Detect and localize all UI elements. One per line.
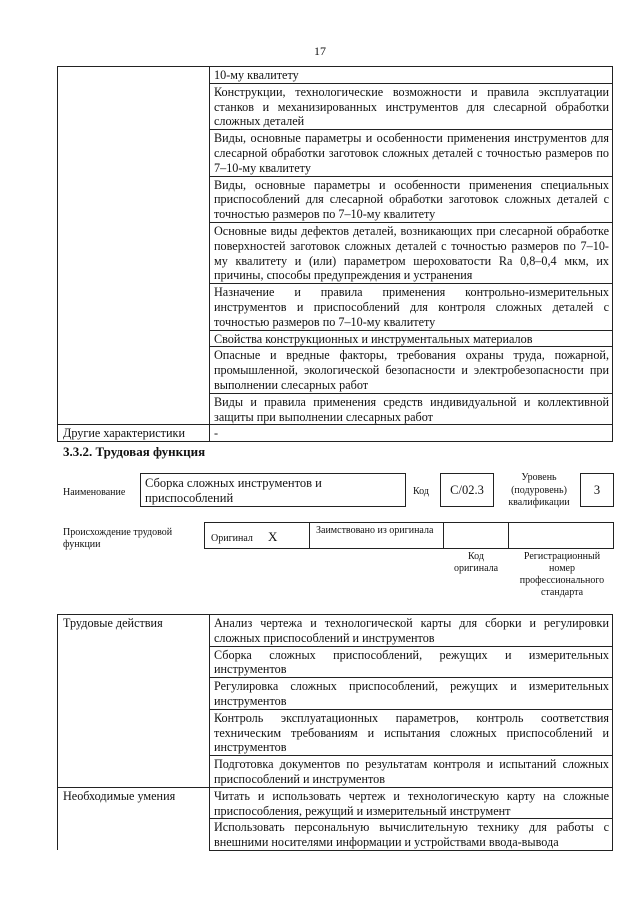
knowledge-item: Конструкции, технологические возможности и правила эксплуатации станков и механизированных инструментов для слесарной обработки сложных деталей bbox=[210, 83, 613, 129]
original-mark: X bbox=[268, 529, 278, 544]
other-characteristics-label: Другие характеристики bbox=[58, 425, 210, 442]
function-code-box: C/02.3 bbox=[440, 473, 494, 507]
row-label bbox=[58, 678, 210, 710]
borrowed-label: Заимствовано из оригинала bbox=[316, 525, 434, 536]
row-label bbox=[58, 284, 210, 330]
table-row bbox=[58, 425, 613, 442]
knowledge-item: Виды и правила применения средств индивидуальной и коллективной защиты при выполнении слесарных работ bbox=[210, 393, 613, 425]
knowledge-item: Основные виды дефектов деталей, возникающих при слесарной обработке поверхностей заготовок сложных деталей с точностью размеров по 7–10-му квалитету и (или) параметром шероховатости Ra 0,8–0,4 мкм, их причины, способы предупреждения и устранения bbox=[210, 222, 613, 283]
row-label bbox=[58, 222, 210, 283]
labor-action-item: Анализ чертежа и технологической карты для сборки и регулировки сложных приспособлений и инструментов bbox=[210, 615, 613, 647]
name-label: Наименование bbox=[63, 487, 126, 498]
function-name-box: Сборка сложных инструментов и приспособлений bbox=[140, 473, 406, 507]
table-row bbox=[58, 347, 613, 393]
origin-divider bbox=[309, 522, 310, 549]
row-label bbox=[58, 646, 210, 678]
knowledge-item: 10-му квалитету bbox=[210, 67, 613, 84]
table-row bbox=[58, 284, 613, 330]
table-row bbox=[58, 615, 613, 647]
row-label bbox=[58, 330, 210, 347]
page-number: 17 bbox=[314, 44, 326, 58]
row-label bbox=[58, 130, 210, 176]
row-label bbox=[58, 393, 210, 425]
table-row bbox=[58, 678, 613, 710]
knowledge-item: Виды, основные параметры и особенности применения специальных приспособлений для слесарной обработки заготовок сложных деталей с точностью размеров по 7–10-му квалитету bbox=[210, 176, 613, 222]
knowledge-item: Опасные и вредные факторы, требования охраны труда, пожарной, промышленной, экологической безопасности и электробезопасности при выполнении слесарных работ bbox=[210, 347, 613, 393]
table-row bbox=[58, 819, 613, 851]
original-code-caption: Код оригинала bbox=[453, 551, 499, 574]
section-heading: 3.3.2. Трудовая функция bbox=[63, 444, 206, 459]
labor-action-item: Регулировка сложных приспособлений, режущих и измерительных инструментов bbox=[210, 678, 613, 710]
table-row bbox=[58, 756, 613, 788]
table-row bbox=[58, 176, 613, 222]
origin-divider bbox=[508, 522, 509, 549]
qualification-level-box: 3 bbox=[580, 473, 614, 507]
table-row bbox=[58, 709, 613, 755]
labor-action-item: Сборка сложных приспособлений, режущих и измерительных инструментов bbox=[210, 646, 613, 678]
row-label bbox=[58, 819, 210, 851]
skills-label: Необходимые умения bbox=[58, 787, 210, 819]
other-characteristics-value: - bbox=[210, 425, 613, 442]
table-row bbox=[58, 393, 613, 425]
origin-label: Происхождение трудовой функции bbox=[63, 527, 173, 550]
table-row bbox=[58, 787, 613, 819]
knowledge-item: Виды, основные параметры и особенности применения инструментов для слесарной обработки заготовок сложных деталей с точностью размеров по 7–10-му квалитету bbox=[210, 130, 613, 176]
knowledge-table bbox=[57, 66, 613, 442]
registration-number-caption: Регистрационный номер профессионального стандарта bbox=[519, 551, 605, 598]
row-label bbox=[58, 83, 210, 129]
table-row bbox=[58, 83, 613, 129]
skill-item: Читать и использовать чертеж и технологическую карту на сложные приспособления, режущий и измерительный инструмент bbox=[210, 787, 613, 819]
code-label: Код bbox=[413, 486, 429, 497]
level-label: Уровень (подуровень) квалификации bbox=[508, 472, 570, 508]
table-row bbox=[58, 330, 613, 347]
knowledge-item: Свойства конструкционных и инструментальных материалов bbox=[210, 330, 613, 347]
skill-item: Использовать персональную вычислительную технику для работы с внешними носителями информации и устройствами ввода-вывода bbox=[210, 819, 613, 851]
labor-actions-label: Трудовые действия bbox=[58, 615, 210, 647]
table-row bbox=[58, 67, 613, 84]
labor-action-item: Контроль эксплуатационных параметров, контроль соответствия техническим требованиям и испытания сложных приспособлений и инструментов bbox=[210, 709, 613, 755]
table-row bbox=[58, 222, 613, 283]
table-row bbox=[58, 130, 613, 176]
row-label bbox=[58, 756, 210, 788]
original-label: Оригинал bbox=[211, 533, 253, 544]
table-row bbox=[58, 646, 613, 678]
row-label bbox=[58, 347, 210, 393]
labor-action-item: Подготовка документов по результатам контроля и испытаний сложных приспособлений и инструментов bbox=[210, 756, 613, 788]
knowledge-item: Назначение и правила применения контрольно-измерительных инструментов и приспособлений для контроля сложных деталей с точностью размеров по 7–10-му квалитету bbox=[210, 284, 613, 330]
labor-actions-table bbox=[57, 614, 613, 851]
row-label bbox=[58, 67, 210, 84]
origin-divider bbox=[443, 522, 444, 549]
row-label bbox=[58, 176, 210, 222]
row-label bbox=[58, 709, 210, 755]
